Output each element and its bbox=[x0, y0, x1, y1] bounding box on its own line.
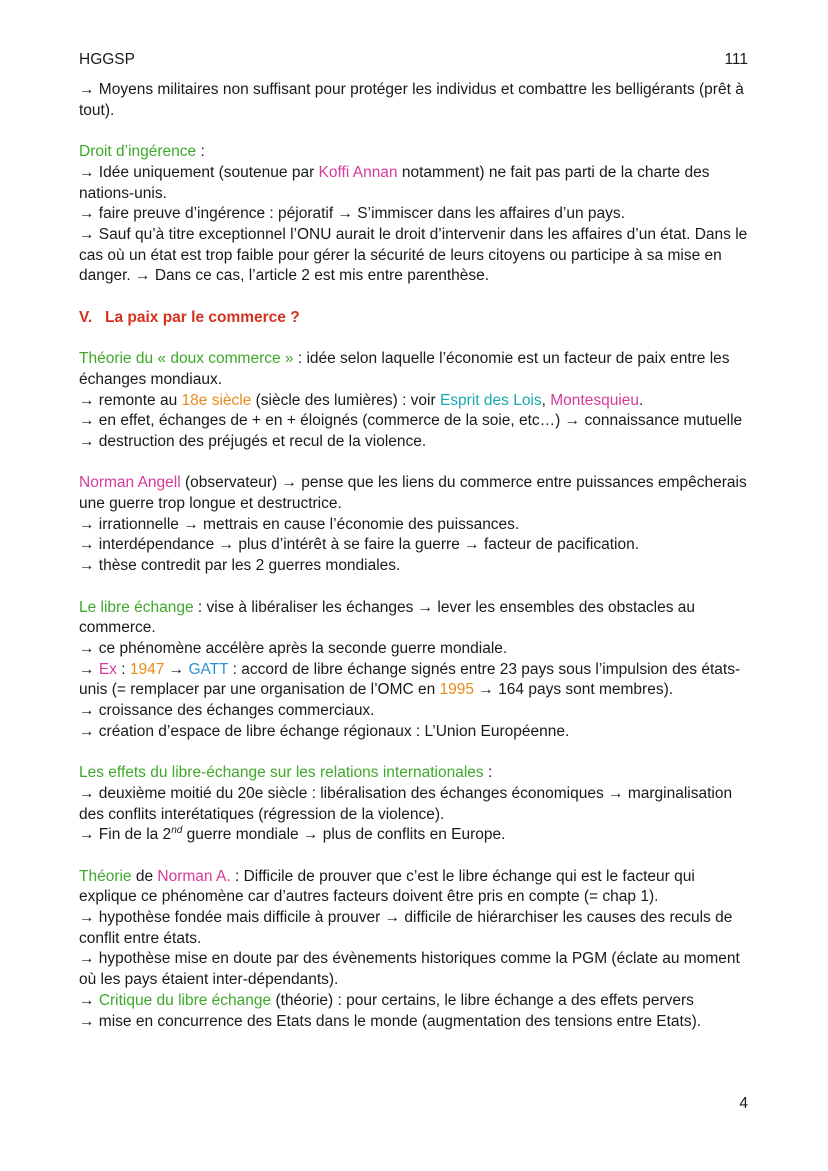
libre-line-4: → création d’espace de libre échange régionaux : L’Union Européenne. bbox=[79, 722, 570, 740]
ingerence-line-1a: → Idée uniquement (soutenue par bbox=[79, 163, 319, 181]
year-1995-highlight: 1995 bbox=[439, 681, 475, 699]
theorie-line-2: → hypothèse mise en doute par des évènements historiques comme la PGM (éclate au moment où les pays étaient inter-dépendants). bbox=[79, 950, 740, 989]
section-title: La paix par le commerce ? bbox=[105, 308, 300, 326]
norman-angell-name: Norman Angell bbox=[79, 474, 181, 492]
montesquieu-highlight: Montesquieu bbox=[550, 391, 640, 409]
document-header-page-number: 111 bbox=[724, 51, 748, 68]
critique-highlight: Critique du libre échange bbox=[98, 991, 272, 1009]
theorie-line-3a: → bbox=[79, 991, 99, 1009]
doux-commerce-paragraph bbox=[79, 349, 751, 453]
ingerence-line-1b: notamment) ne fait pas parti de la charte des nations-unis. bbox=[79, 163, 710, 202]
doux-line-1a: → remonte au bbox=[79, 391, 182, 409]
effets-line-2a: → Fin de la 2 bbox=[79, 826, 172, 844]
libre-line-2a: → bbox=[79, 660, 99, 678]
libre-line-2d: : accord de libre échange signés entre 23 pays sous l’impulsion des états-unis (= remplacer par une organisation de l’OMC en bbox=[79, 660, 741, 699]
angell-paragraph bbox=[79, 473, 751, 577]
effets-title: Les effets du libre-échange sur les relations internationales bbox=[79, 764, 484, 782]
theorie-paragraph bbox=[79, 867, 751, 1033]
norman-a-name: Norman A. bbox=[157, 867, 231, 885]
effets-line-2b: guerre mondiale → plus de conflits en Europe. bbox=[182, 826, 506, 844]
ex-highlight: Ex bbox=[98, 660, 117, 678]
libre-line-3: → croissance des échanges commerciaux. bbox=[79, 702, 375, 720]
ingerence-title-suffix: : bbox=[196, 143, 205, 161]
theorie-line-1: → hypothèse fondée mais difficile à prouver → difficile de hiérarchiser les causes des reculs de conflit entre états. bbox=[79, 909, 733, 947]
angell-line-1: → irrationnelle → mettrais en cause l’économie des puissances. bbox=[79, 515, 520, 533]
libre-line-2b: : bbox=[116, 660, 130, 678]
effets-paragraph bbox=[79, 763, 751, 846]
document-header-title: HGGSP bbox=[79, 51, 135, 68]
ingerence-line-3: → Sauf qu’à titre exceptionnel l’ONU aurait le droit d’intervenir dans les affaires d’un état. Dans le cas où un état est trop faible pour gérer la sécurité de leurs citoyens ou participe à sa mise en danger. → Dans ce cas, l’article 2 est mis entre parenthèse. bbox=[79, 225, 748, 285]
esprit-des-lois-highlight: Esprit des Lois bbox=[439, 391, 542, 409]
ingerence-paragraph bbox=[79, 142, 751, 287]
section-heading bbox=[79, 308, 751, 329]
theorie-title: Théorie bbox=[79, 867, 132, 885]
angell-text: (observateur) → pense que les liens du commerce entre puissances empêcherais une guerre trop longue et destructrice. bbox=[79, 474, 747, 512]
angell-line-2: → interdépendance → plus d’intérêt à se faire la guerre → facteur de pacification. bbox=[79, 536, 640, 554]
document-body bbox=[79, 80, 751, 1053]
libre-line-2c: → bbox=[164, 660, 189, 678]
angell-line-3: → thèse contredit par les 2 guerres mondiales. bbox=[79, 557, 401, 575]
ingerence-title: Droit d’ingérence bbox=[79, 143, 197, 161]
libre-line-2e: → 164 pays sont membres). bbox=[474, 681, 674, 699]
year-1947-highlight: 1947 bbox=[129, 660, 165, 678]
doux-commerce-definition: : idée selon laquelle l’économie est un facteur de paix entre les échanges mondiaux. bbox=[79, 350, 730, 388]
theorie-line-4: → mise en concurrence des Etats dans le monde (augmentation des tensions entre Etats). bbox=[79, 1012, 702, 1030]
libre-echange-definition: : vise à libéraliser les échanges → lever les ensembles des obstacles au commerce. bbox=[79, 598, 696, 637]
doux-line-1c: , bbox=[541, 391, 551, 409]
theorie-text: : Difficile de prouver que c’est le libre échange qui est le facteur qui explique ce phénomène car d’autres facteurs doivent être pris en compte (= chap 1). bbox=[79, 867, 695, 906]
century-highlight: 18e siècle bbox=[181, 391, 252, 409]
intro-line: → Moyens militaires non suffisant pour protéger les individus et combattre les belligérants (prêt à tout). bbox=[79, 81, 744, 119]
gatt-highlight: GATT bbox=[188, 660, 229, 678]
ingerence-line-2: → faire preuve d’ingérence : péjoratif → S’immiscer dans les affaires d’un pays. bbox=[79, 205, 625, 223]
theorie-de: de bbox=[131, 867, 158, 885]
doux-line-1d: . bbox=[639, 391, 644, 409]
libre-line-1: → ce phénomène accélère après la seconde guerre mondiale. bbox=[79, 639, 508, 657]
libre-echange-paragraph bbox=[79, 598, 751, 743]
koffi-annan-name: Koffi Annan bbox=[318, 163, 398, 181]
effets-title-suffix: : bbox=[483, 764, 493, 782]
theorie-line-3b: (théorie) : pour certains, le libre échange a des effets pervers bbox=[271, 991, 694, 1009]
intro-paragraph bbox=[79, 80, 751, 121]
doux-line-1b: (siècle des lumières) : voir bbox=[251, 391, 440, 409]
section-number: V. bbox=[79, 308, 93, 326]
ordinal-superscript: nd bbox=[171, 825, 183, 837]
effets-line-1: → deuxième moitié du 20e siècle : libéralisation des échanges économiques → marginalisation des conflits interétatiques (régression de la violence). bbox=[79, 784, 733, 823]
doux-line-2: → en effet, échanges de + en + éloignés (commerce de la soie, etc…) → connaissance mutuelle → destruction des préjugés et recul de la violence. bbox=[79, 412, 743, 450]
footer-page-number: 4 bbox=[739, 1095, 748, 1112]
doux-commerce-title: Théorie du « doux commerce » bbox=[79, 350, 294, 368]
libre-echange-title: Le libre échange bbox=[79, 598, 194, 616]
